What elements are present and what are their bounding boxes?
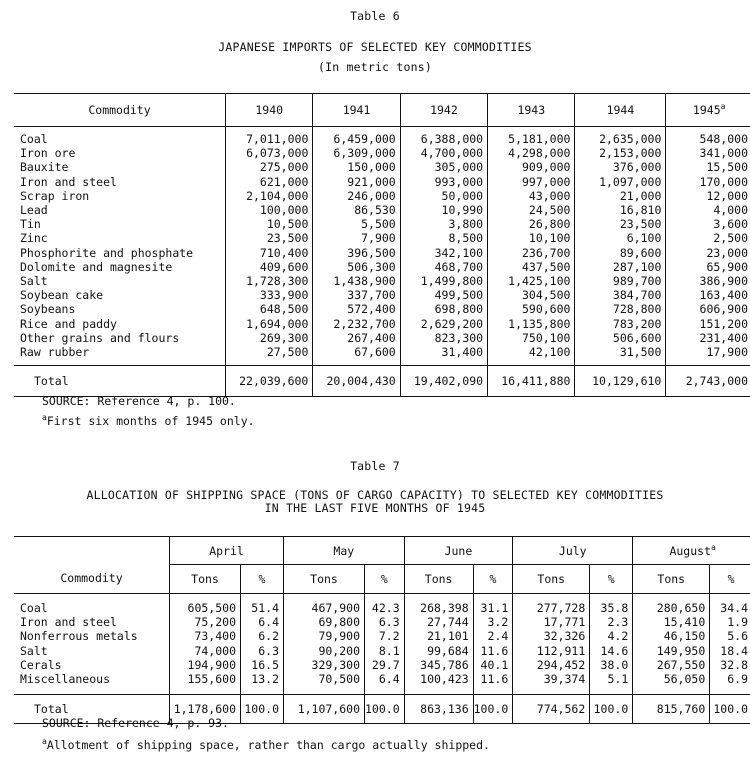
table7-percent-cell: 2.4 (473, 629, 513, 643)
table6-value-cell: 437,500 (488, 260, 575, 274)
table6-value-cell: 728,800 (575, 302, 666, 316)
table6-value-cell: 7,011,000 (226, 127, 313, 147)
table6-value-cell: 23,500 (226, 231, 313, 245)
table6-value-cell: 6,309,000 (313, 146, 400, 160)
table7-row (14, 644, 750, 658)
table7-percent-cell: 35.8 (590, 594, 633, 616)
table6-heading: JAPANESE IMPORTS OF SELECTED KEY COMMODITIES (218, 40, 532, 54)
table7-tons-cell: 90,200 (284, 644, 365, 658)
table6-value-cell: 5,181,000 (488, 127, 575, 147)
table6-value-cell: 2,232,700 (313, 317, 400, 331)
table6-row (14, 203, 750, 217)
table6-row (14, 127, 750, 147)
table6-row (14, 246, 750, 260)
table6-total-label: Total (14, 366, 226, 397)
table6-commodity-cell: Lead (20, 203, 48, 218)
table7-percent-cell: 51.4 (241, 594, 284, 616)
table6-year-label: 1945 (692, 103, 721, 117)
table6-commodity-cell: Dolomite and magnesite (20, 259, 173, 274)
table6-value-cell: 23,000 (666, 246, 750, 260)
table6-value-cell: 287,100 (575, 260, 666, 274)
table6-value-cell: 21,000 (575, 189, 666, 203)
table7-month-header: June (404, 537, 513, 565)
table6-value-cell: 333,900 (226, 288, 313, 302)
table6-header-row (14, 94, 750, 127)
table6-row (14, 217, 750, 231)
table7-percent-cell: 6.9 (710, 672, 750, 695)
table7-month-header: July (513, 537, 633, 565)
table6-value-cell: 548,000 (666, 127, 750, 147)
table7-percent-cell: 40.1 (473, 658, 513, 672)
table6-row (14, 175, 750, 189)
table6-total-cell: 20,004,430 (313, 366, 400, 397)
table6-value-cell: 15,500 (666, 160, 750, 174)
table7-tons-header: Tons (633, 565, 710, 594)
table7-tons-cell: 39,374 (513, 672, 590, 695)
table6-value-cell: 269,300 (226, 331, 313, 345)
table7-tons-cell: 294,452 (513, 658, 590, 672)
table6-value-cell: 2,635,000 (575, 127, 666, 147)
table6-year-header: 1940 (226, 94, 313, 127)
table6-value-cell: 342,100 (400, 246, 487, 260)
table7-tons-cell: 74,000 (170, 644, 241, 658)
table7-percent-cell: 16.5 (241, 658, 284, 672)
table7-percent-header: % (473, 565, 513, 594)
table6-value-cell: 275,000 (226, 160, 313, 174)
table6-value-cell: 12,000 (666, 189, 750, 203)
table7-month-header-august (633, 537, 750, 565)
table7-total-tons-cell: 1,178,600 (170, 695, 241, 724)
table6-value-cell: 67,600 (313, 345, 400, 366)
table7-tons-cell: 70,500 (284, 672, 365, 695)
table6-value-cell: 1,438,900 (313, 274, 400, 288)
table6-value-cell: 163,400 (666, 288, 750, 302)
table6-commodity-cell: Phosphorite and phosphate (20, 245, 194, 260)
table6-row (14, 146, 750, 160)
table6-value-cell: 572,400 (313, 302, 400, 316)
table6-value-cell: 89,600 (575, 246, 666, 260)
table6-commodity-cell: Zinc (20, 231, 48, 246)
table7-percent-cell: 6.4 (241, 615, 284, 629)
table7-month-header: April (170, 537, 284, 565)
table7-percent-cell: 11.6 (473, 672, 513, 695)
table7-total-percent-cell: 100.0 (590, 695, 633, 724)
table7-month-header: May (284, 537, 405, 565)
table6-value-cell: 590,600 (488, 302, 575, 316)
table7-percent-header: % (241, 565, 284, 594)
table7-row (14, 615, 750, 629)
table6-value-cell: 43,000 (488, 189, 575, 203)
table6-value-cell: 304,500 (488, 288, 575, 302)
table6-value-cell: 50,000 (400, 189, 487, 203)
table6-value-cell: 506,300 (313, 260, 400, 274)
table6-value-cell: 236,700 (488, 246, 575, 260)
table6-value-cell: 4,298,000 (488, 146, 575, 160)
table6-value-cell: 2,104,000 (226, 189, 313, 203)
table7-total-percent-cell: 100.0 (241, 695, 284, 724)
table6-value-cell: 1,097,000 (575, 175, 666, 189)
table7-tons-cell: 75,200 (170, 615, 241, 629)
table7-percent-cell: 8.1 (365, 644, 405, 658)
table6-value-cell: 4,700,000 (400, 146, 487, 160)
table7-tons-cell: 56,050 (633, 672, 710, 695)
table7-commodity-cell: Cerals (20, 657, 62, 672)
table7-month-label: August (669, 543, 711, 558)
table7-total-tons-cell: 774,562 (513, 695, 590, 724)
table6-row (14, 317, 750, 331)
table6-value-cell: 1,499,800 (400, 274, 487, 288)
table6-value-cell: 3,800 (400, 217, 487, 231)
table7-row (14, 594, 750, 616)
table6-value-cell: 8,500 (400, 231, 487, 245)
table6-total-row (14, 366, 750, 397)
table6-value-cell: 698,800 (400, 302, 487, 316)
table6-commodity-cell: Iron and steel (20, 174, 117, 189)
table6-row (14, 231, 750, 245)
table6 (14, 93, 750, 397)
table7-commodity-cell: Coal (20, 601, 48, 615)
table7-tons-cell: 73,400 (170, 629, 241, 643)
table7-tons-cell: 15,410 (633, 615, 710, 629)
table7-tons-cell: 46,150 (633, 629, 710, 643)
table6-footnote-mark: a (42, 413, 47, 423)
table6-value-cell: 621,000 (226, 175, 313, 189)
table6-row (14, 302, 750, 316)
table7-percent-cell: 42.3 (365, 594, 405, 616)
table7-percent-cell: 13.2 (241, 672, 284, 695)
table7-tons-cell: 69,800 (284, 615, 365, 629)
table7-percent-cell: 5.6 (710, 629, 750, 643)
table6-value-cell: 100,000 (226, 203, 313, 217)
table6-value-cell: 151,200 (666, 317, 750, 331)
table7-tons-cell: 194,900 (170, 658, 241, 672)
table6-value-cell: 396,500 (313, 246, 400, 260)
table6-commodity-cell: Tin (20, 217, 41, 232)
table6-value-cell: 783,200 (575, 317, 666, 331)
table6-value-cell: 2,629,200 (400, 317, 487, 331)
table7-total-tons-cell: 1,107,600 (284, 695, 365, 724)
table6-row (14, 260, 750, 274)
table7-footnote-marker: a (710, 542, 716, 552)
table7-percent-cell: 6.3 (241, 644, 284, 658)
table7-tons-cell: 79,900 (284, 629, 365, 643)
table7-total-label: Total (14, 695, 170, 724)
table7-percent-cell: 4.2 (590, 629, 633, 643)
table7-tons-cell: 21,101 (404, 629, 473, 643)
table7-commodity-cell: Iron and steel (20, 615, 117, 630)
table6-year-header: 1942 (400, 94, 487, 127)
table6-value-cell: 1,728,300 (226, 274, 313, 288)
table7-tons-cell: 268,398 (404, 594, 473, 616)
table6-year-header: 1941 (313, 94, 400, 127)
table7-footnote-text: Allotment of shipping space, rather than cargo actually shipped. (46, 738, 490, 752)
table7-percent-cell: 34.4 (710, 594, 750, 616)
table7-percent-cell: 29.7 (365, 658, 405, 672)
table7-row (14, 629, 750, 643)
table7-tons-header: Tons (170, 565, 241, 594)
table7-month-header-row (14, 537, 750, 565)
table6-total-cell: 10,129,610 (575, 366, 666, 397)
table7-tons-cell: 27,744 (404, 615, 473, 629)
table6-value-cell: 42,100 (488, 345, 575, 366)
table7-row (14, 658, 750, 672)
table7-tons-header: Tons (513, 565, 590, 594)
table6-value-cell: 337,700 (313, 288, 400, 302)
table6-row (14, 288, 750, 302)
table6-value-cell: 499,500 (400, 288, 487, 302)
table7-row (14, 672, 750, 695)
table7-percent-cell: 31.1 (473, 594, 513, 616)
table7-percent-cell: 38.0 (590, 658, 633, 672)
table7-total-percent-cell: 100.0 (473, 695, 513, 724)
table7-tons-cell: 17,771 (513, 615, 590, 629)
table6-value-cell: 376,000 (575, 160, 666, 174)
table7-heading-line1: ALLOCATION OF SHIPPING SPACE (TONS OF CARGO CAPACITY) TO SELECTED KEY COMMODITIES (86, 488, 664, 502)
table7-percent-cell: 6.2 (241, 629, 284, 643)
table6-commodity-cell: Other grains and flours (20, 330, 180, 345)
table7-tons-cell: 112,911 (513, 644, 590, 658)
table6-commodity-cell: Raw rubber (20, 345, 90, 360)
table6-value-cell: 7,900 (313, 231, 400, 245)
table7-tons-cell: 277,728 (513, 594, 590, 616)
table7-tons-cell: 155,600 (170, 672, 241, 695)
table7-tons-cell: 280,650 (633, 594, 710, 616)
table7-percent-cell: 7.2 (365, 629, 405, 643)
table7-percent-cell: 1.9 (710, 615, 750, 629)
table7-tons-cell: 100,423 (404, 672, 473, 695)
table6-total-cell: 2,743,000 (666, 366, 750, 397)
table6-value-cell: 989,700 (575, 274, 666, 288)
table6-value-cell: 823,300 (400, 331, 487, 345)
table6-value-cell: 305,000 (400, 160, 487, 174)
table6-footnote (42, 414, 255, 428)
table6-value-cell: 1,425,100 (488, 274, 575, 288)
table6-unit: (In metric tons) (318, 60, 432, 74)
table6-value-cell: 6,388,000 (400, 127, 487, 147)
table6-value-cell: 26,800 (488, 217, 575, 231)
table7-percent-cell: 6.4 (365, 672, 405, 695)
table6-value-cell: 24,500 (488, 203, 575, 217)
table7-tons-cell: 149,950 (633, 644, 710, 658)
table6-value-cell: 31,400 (400, 345, 487, 366)
table6-commodity-cell: Rice and paddy (20, 316, 117, 331)
table6-value-cell: 4,000 (666, 203, 750, 217)
table7-tons-cell: 605,500 (170, 594, 241, 616)
table6-total-cell: 19,402,090 (400, 366, 487, 397)
table6-value-cell: 384,700 (575, 288, 666, 302)
table6-value-cell: 710,400 (226, 246, 313, 260)
table7-heading-line2: IN THE LAST FIVE MONTHS OF 1945 (264, 501, 486, 515)
table6-value-cell: 5,500 (313, 217, 400, 231)
table6-row (14, 274, 750, 288)
table7-tons-cell: 267,550 (633, 658, 710, 672)
table6-value-cell: 2,153,000 (575, 146, 666, 160)
table7-source: SOURCE: Reference 4, p. 93. (42, 716, 229, 730)
table6-commodity-cell: Soybeans (20, 302, 76, 317)
table6-commodity-header: Commodity (14, 94, 226, 127)
table7-total-tons-cell: 863,136 (404, 695, 473, 724)
table6-value-cell: 150,000 (313, 160, 400, 174)
table7-footnote-mark: a (42, 737, 47, 747)
table6-year-header: 1943 (488, 94, 575, 127)
table7-title: Table 7 (350, 459, 400, 473)
table6-value-cell: 231,400 (666, 331, 750, 345)
table7-tons-cell: 467,900 (284, 594, 365, 616)
table6-value-cell: 3,600 (666, 217, 750, 231)
table7-percent-cell: 2.3 (590, 615, 633, 629)
table6-value-cell: 86,530 (313, 203, 400, 217)
table7-tons-header: Tons (404, 565, 473, 594)
table6-title: Table 6 (350, 9, 400, 23)
table6-value-cell: 409,600 (226, 260, 313, 274)
table6-commodity-cell: Scrap iron (20, 188, 90, 203)
table6-value-cell: 750,100 (488, 331, 575, 345)
table7-commodity-cell: Miscellaneous (20, 672, 111, 687)
table6-value-cell: 909,000 (488, 160, 575, 174)
table6-value-cell: 6,100 (575, 231, 666, 245)
table6-row (14, 189, 750, 203)
table6-row (14, 345, 750, 366)
table6-value-cell: 993,000 (400, 175, 487, 189)
table6-value-cell: 1,135,800 (488, 317, 575, 331)
table6-value-cell: 6,459,000 (313, 127, 400, 147)
table6-value-cell: 468,700 (400, 260, 487, 274)
table6-value-cell: 65,900 (666, 260, 750, 274)
table7-commodity-cell: Salt (20, 643, 48, 658)
table6-commodity-cell: Soybean cake (20, 288, 104, 303)
table7-percent-cell: 11.6 (473, 644, 513, 658)
table7-percent-header: % (365, 565, 405, 594)
table6-value-cell: 23,500 (575, 217, 666, 231)
table7-tons-cell: 329,300 (284, 658, 365, 672)
table7-commodity-cell: Nonferrous metals (20, 629, 138, 644)
table6-value-cell: 1,694,000 (226, 317, 313, 331)
table7-total-percent-cell: 100.0 (710, 695, 750, 724)
table6-value-cell: 921,000 (313, 175, 400, 189)
table6-footnote-marker: a (720, 102, 726, 112)
table6-value-cell: 16,810 (575, 203, 666, 217)
table7-percent-cell: 18.4 (710, 644, 750, 658)
table6-value-cell: 27,500 (226, 345, 313, 366)
table6-footnote-text: First six months of 1945 only. (46, 414, 255, 428)
table6-total-cell: 16,411,880 (488, 366, 575, 397)
table7-total-percent-cell: 100.0 (365, 695, 405, 724)
table7-percent-cell: 3.2 (473, 615, 513, 629)
table7-tons-cell: 345,786 (404, 658, 473, 672)
table6-value-cell: 341,000 (666, 146, 750, 160)
table7-percent-header: % (710, 565, 750, 594)
table6-total-cell: 22,039,600 (226, 366, 313, 397)
table7-percent-cell: 14.6 (590, 644, 633, 658)
table6-value-cell: 10,990 (400, 203, 487, 217)
table7-percent-header: % (590, 565, 633, 594)
table6-value-cell: 606,900 (666, 302, 750, 316)
table6-commodity-cell: Salt (20, 274, 48, 289)
table7-percent-cell: 6.3 (365, 615, 405, 629)
table7-footnote (42, 738, 490, 752)
table6-value-cell: 170,000 (666, 175, 750, 189)
table7-total-tons-cell: 815,760 (633, 695, 710, 724)
table6-commodity-cell: Bauxite (20, 160, 69, 175)
table6-value-cell: 17,900 (666, 345, 750, 366)
table6-value-cell: 386,900 (666, 274, 750, 288)
table6-row (14, 160, 750, 174)
table6-value-cell: 246,000 (313, 189, 400, 203)
table6-row (14, 331, 750, 345)
table6-year-header: 1944 (575, 94, 666, 127)
table6-source: SOURCE: Reference 4, p. 100. (42, 394, 236, 408)
table7-percent-cell: 5.1 (590, 672, 633, 695)
table7-tons-cell: 32,326 (513, 629, 590, 643)
table6-value-cell: 267,400 (313, 331, 400, 345)
table6-commodity-cell: Iron ore (20, 146, 76, 161)
table6-value-cell: 31,500 (575, 345, 666, 366)
table7-commodity-header: Commodity (14, 537, 170, 594)
table7 (14, 536, 750, 724)
table6-value-cell: 506,600 (575, 331, 666, 345)
table6-value-cell: 6,073,000 (226, 146, 313, 160)
table7-percent-cell: 32.8 (710, 658, 750, 672)
table6-value-cell: 997,000 (488, 175, 575, 189)
table6-value-cell: 10,500 (226, 217, 313, 231)
table6-commodity-cell: Coal (20, 132, 48, 146)
table6-year-header-1945 (666, 94, 750, 127)
table7-tons-cell: 99,684 (404, 644, 473, 658)
table6-value-cell: 2,500 (666, 231, 750, 245)
table6-value-cell: 648,500 (226, 302, 313, 316)
table7-tons-header: Tons (284, 565, 365, 594)
table6-value-cell: 10,100 (488, 231, 575, 245)
